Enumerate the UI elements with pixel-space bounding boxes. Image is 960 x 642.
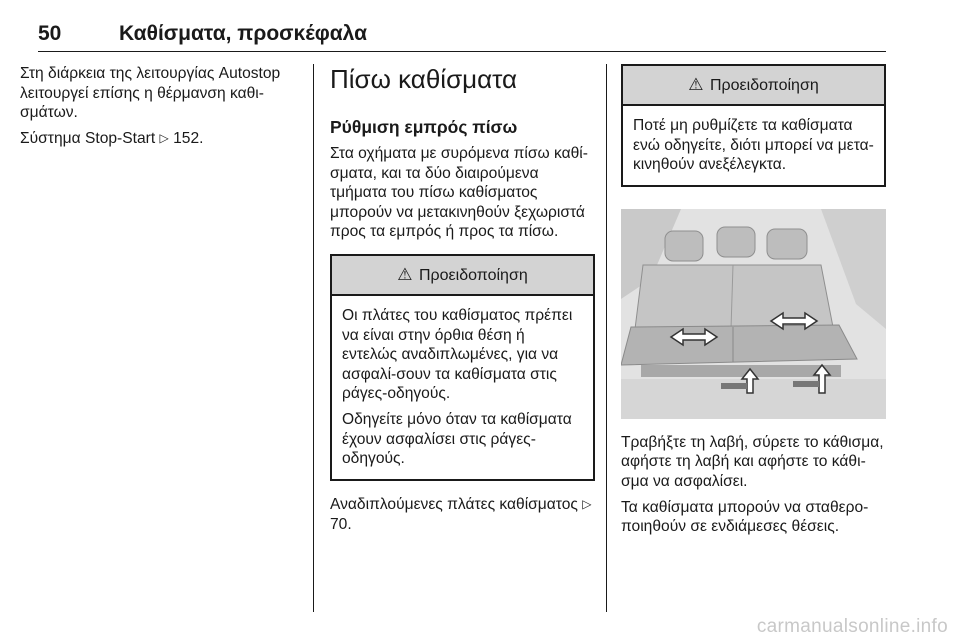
warning-header (332, 256, 593, 296)
rear-seat-illustration (621, 209, 886, 419)
section-title: Πίσω καθίσματα (330, 64, 518, 94)
column-1 (20, 64, 298, 155)
header-rule (38, 51, 886, 52)
chapter-title: Καθίσματα, προσκέφαλα (119, 22, 367, 45)
folding-text: Αναδιπλούμενες πλάτες καθίσματος (330, 495, 578, 513)
folding-page: 70. (330, 516, 352, 534)
folding-backrest-reference[interactable] (330, 495, 595, 535)
stop-start-reference[interactable] (20, 129, 298, 150)
warning-body (332, 296, 593, 479)
warning-triangle-icon: ⚠ (688, 75, 704, 94)
instruction-paragraph-1: Τραβήξτε τη λαβή, σύρετε το κάθισμα, αφήστε τη λαβή και αφήστε το κάθι-σμα να ασφαλίσει. (621, 433, 884, 490)
stop-start-page: 152. (173, 129, 204, 147)
column-3 (621, 64, 886, 543)
stop-start-text: Σύστημα Stop-Start (20, 129, 156, 147)
page-reference-arrow-icon: ▷ (159, 130, 169, 145)
autostop-paragraph: Στη διάρκεια της λειτουργίας Autostop λειτουργεί επίσης η θέρμανση καθι-σμάτων. (20, 65, 281, 122)
warning-box (621, 64, 886, 187)
subsection-title: Ρύθμιση εμπρός πίσω (330, 117, 518, 137)
column-2 (330, 64, 595, 541)
warning-header (623, 66, 884, 106)
column-divider-1 (313, 64, 314, 612)
warning-paragraph-1: Ποτέ μη ρυθμίζετε τα καθίσματα ενώ οδηγείτε, διότι μπορεί να μετα-κινηθούν ανεξέλεγκτα. (633, 117, 874, 174)
warning-paragraph-1: Οι πλάτες του καθίσματος πρέπει να είναι στην όρθια θέση ή εντελώς αναδιπλωμένες, για να ασφαλί-σουν τα καθίσματα στις ράγες-οδηγούς. (342, 306, 573, 403)
page-number: 50 (38, 22, 62, 45)
warning-paragraph-2: Οδηγείτε μόνο όταν τα καθίσματα έχουν ασφαλίσει στις ράγες-οδηγούς. (342, 410, 572, 468)
warning-title: Προειδοποίηση (709, 77, 819, 94)
warning-title: Προειδοποίηση (418, 266, 528, 284)
warning-body (623, 106, 884, 185)
watermark: carmanualsonline.info (756, 616, 948, 637)
page-reference-arrow-icon: ▷ (582, 496, 592, 511)
intro-paragraph: Στα οχήματα με συρόμενα πίσω καθί-σματα, και τα δύο διαιρούμενα τμήματα του πίσω καθίσματος μπορούν να μετακινηθούν ξεχωριστά προς τα εμπρός ή προς τα πίσω. (330, 145, 588, 241)
column-divider-2 (606, 64, 607, 612)
page-header (38, 22, 886, 50)
warning-box (330, 254, 595, 481)
instruction-paragraph-2: Τα καθίσματα μπορούν να σταθερο-ποιηθούν σε ενδιάμεσες θέσεις. (621, 498, 869, 536)
warning-triangle-icon: ⚠ (397, 264, 413, 284)
